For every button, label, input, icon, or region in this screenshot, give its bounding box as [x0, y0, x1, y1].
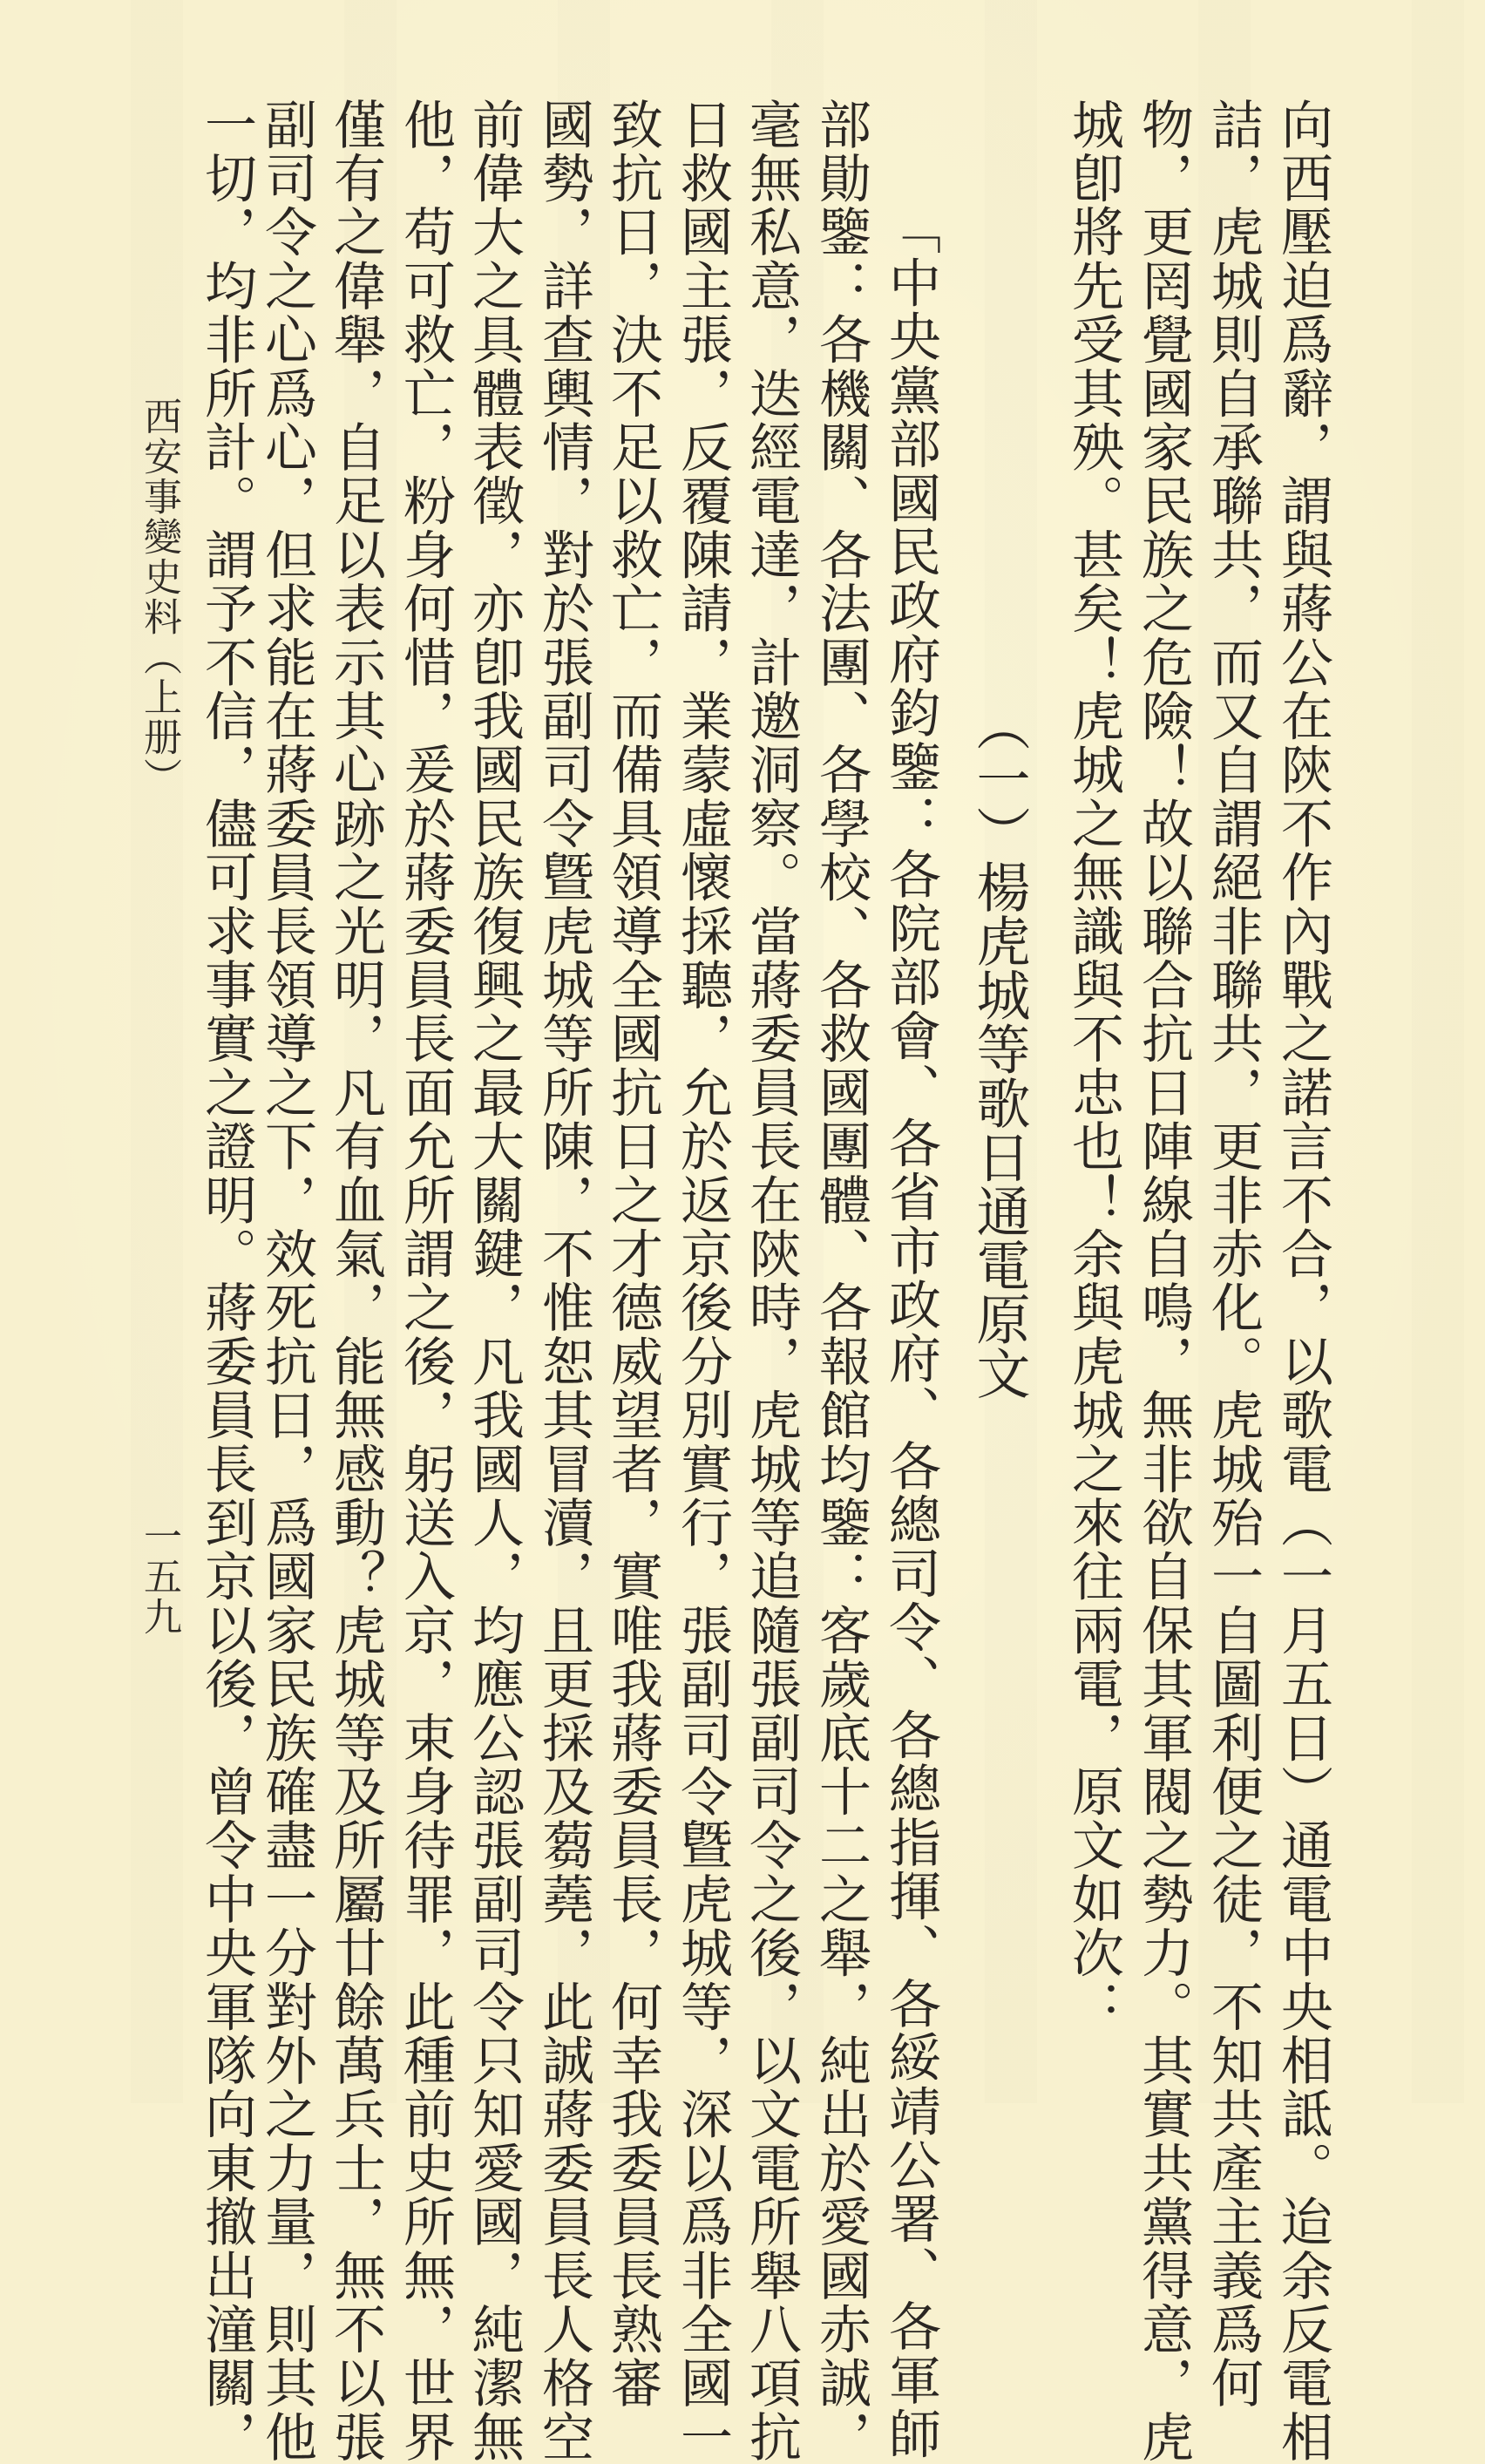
section-title: 楊虎城等歌日通電原文: [967, 859, 1031, 1400]
section-heading: [967, 697, 1031, 1400]
telegram-column-4: 日救國主張，反覆陳請，業蒙虛懷採聽，允於返京後分別實行，張副司令曁虎城等，深以爲非全國一: [672, 98, 733, 2464]
telegram-column-1: 「中央黨部國民政府鈞鑒：各院部會、各省市政府、各總司令、各總指揮、各綏靖公署、各軍師: [880, 202, 941, 2461]
text-column-1: 向西壓迫爲辭，謂與蔣公在陝不作內戰之諾言不合，以歌電（一月五日）通電中央相詆。迨余反電相: [1272, 98, 1333, 2464]
telegram-column-6: 國勢，詳查輿情，對於張副司令曁虎城等所陳，不惟恕其冒瀆，且更採及蒭蕘，此誠蔣委員長人格空: [533, 98, 594, 2464]
book-title-footer: 西安事變史料（上册）: [137, 397, 181, 798]
section-number: （一）: [967, 697, 1031, 859]
text-column-4: 城卽將先受其殃。甚矣！虎城之無識與不忠也！余與虎城之來往兩電，原文如次：: [1063, 98, 1124, 2034]
page-number: 一五九: [137, 1517, 181, 1637]
telegram-column-7: 前偉大之具體表徵，亦卽我國民族復興之最大關鍵，凡我國人，均應公認張副司令只知愛國，純潔無: [464, 98, 525, 2464]
text-column-3: 物，更罔覺國家民族之危險！故以聯合抗日陣線自鳴，無非欲自保其軍閥之勢力。其實共黨得意，虎: [1133, 98, 1194, 2464]
telegram-column-11: 一切，均非所計。謂予不信，儘可求事實之證明。蔣委員長到京以後，曾令中央軍隊向東撤出潼關，: [196, 98, 257, 2464]
telegram-column-8: 他，苟可救亡，粉身何惜，爰於蔣委員長面允所謂之後，躬送入京，束身待罪，此種前史所無，世界: [395, 98, 456, 2464]
telegram-column-10: 副司令之心爲心，但求能在蔣委員長領導之下，效死抗日，爲國家民族確盡一分對外之力量，則其他: [256, 98, 317, 2464]
text-column-2: 詰，虎城則自承聯共，而又自謂絕非聯共，更非赤化。虎城殆一自圖利便之徒，不知共產主義爲何: [1203, 98, 1264, 2411]
telegram-column-2: 部勛鑒：各機關、各法團、各學校、各救國團體、各報館均鑒：客歲底十二之舉，純出於愛國赤誠，: [810, 98, 871, 2464]
telegram-column-9: 僅有之偉舉，自足以表示其心跡之光明，凡有血氣，能無感動？虎城等及所屬廿餘萬兵士，無不以張: [325, 98, 386, 2464]
telegram-column-3: 毫無私意，迭經電達，計邀洞察。當蔣委員長在陝時，虎城等追隨張副司令之後，以文電所舉八項抗: [741, 98, 802, 2464]
telegram-column-5: 致抗日，決不足以救亡，而備具領導全國抗日之才德威望者，實唯我蔣委員長，何幸我委員長熟審: [602, 98, 663, 2411]
